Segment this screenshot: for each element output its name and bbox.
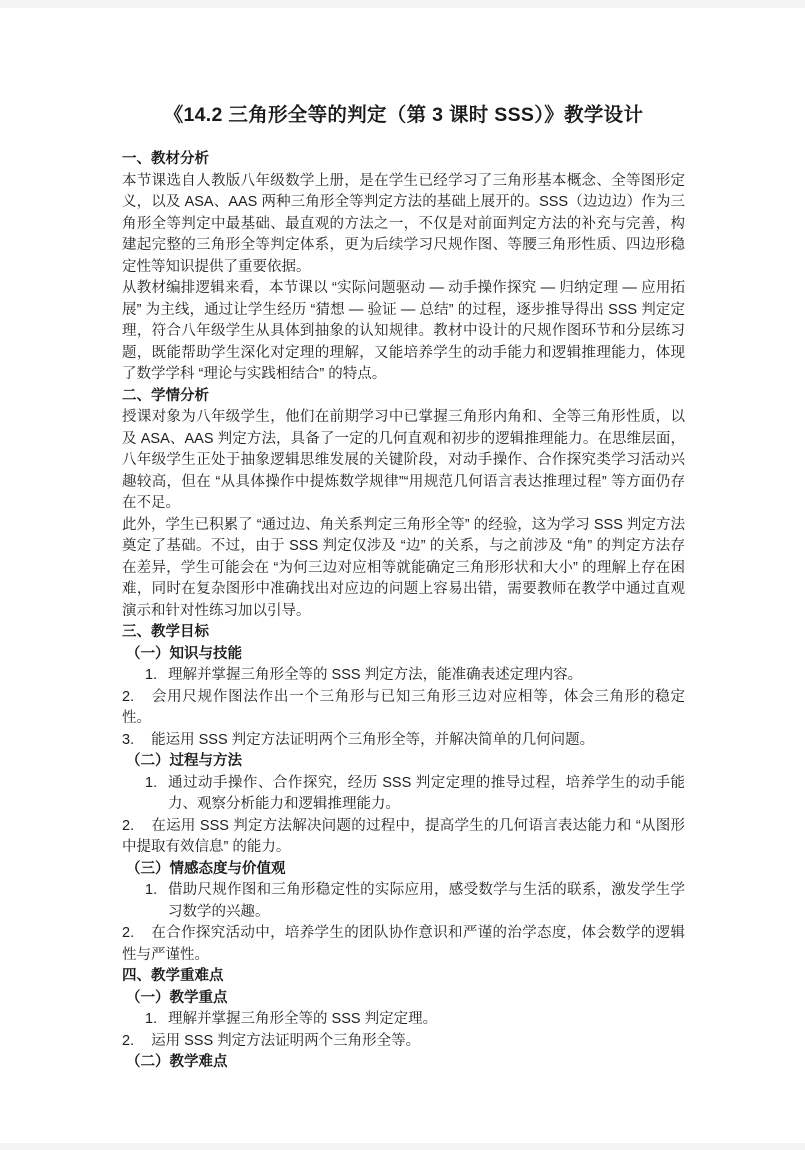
section-heading-material-analysis: 一、教材分析 xyxy=(122,151,209,167)
list-item-number: 2. xyxy=(122,688,135,705)
document-page xyxy=(0,8,805,1143)
section-heading-teaching-goals: 三、教学目标 xyxy=(122,624,209,640)
subsection-heading-emotion-values: （三）情感态度与价值观 xyxy=(126,860,286,877)
paragraph: 此外，学生已积累了 “通过边、角关系判定三角形全等” 的经验，这为学习 SSS 判定方法奠定了基础。不过，由于 SSS 判定仅涉及 “边” 的关系，与之前涉及 “角” 的判定方法存在差异，学生可能会在 “为何三边对应相等就能确定三角形形状和大小” 的理解上存在困难，同时在复杂图形中准确找出对应边的问题上容易出错，需要教师在教学中通过直观演示和针对性练习加以引导。 xyxy=(122,516,685,619)
list-item-text: 能运用 SSS 判定方法证明两个三角形全等，并解决简单的几何问题。 xyxy=(151,731,595,748)
list-item xyxy=(145,880,685,923)
list-item-text: 在运用 SSS 判定方法解决问题的过程中，提高学生的几何语言表达能力和 “从图形中提取有效信息” 的能力。 xyxy=(122,817,685,855)
subsection-heading-knowledge-skills: （一）知识与技能 xyxy=(126,645,242,662)
document-body xyxy=(122,102,685,1074)
list-item-text: 通过动手操作、合作探究，经历 SSS 判定定理的推导过程，培养学生的动手能力、观察分析能力和逻辑推理能力。 xyxy=(168,774,685,812)
list-item-number: 1. xyxy=(145,1011,158,1027)
list-item-text: 理解并掌握三角形全等的 SSS 判定方法，能准确表述定理内容。 xyxy=(168,667,583,683)
paragraph: 本节课选自人教版八年级数学上册，是在学生已经学习了三角形基本概念、全等图形定义，以及 ASA、AAS 两种三角形全等判定方法的基础上展开的。SSS（边边边）作为三角形全等判定中最基础、最直观的方法之一，不仅是对前面判定方法的补充与完善，构建起完整的三角形全等判定体系，更为后续学习尺规作图、等腰三角形性质、四边形稳定性等知识提供了重要依据。 xyxy=(122,172,685,275)
list-item-text: 借助尺规作图和三角形稳定性的实际应用，感受数学与生活的联系，激发学生学习数学的兴趣。 xyxy=(168,882,685,920)
list-item-number: 2. xyxy=(122,1032,135,1049)
paragraph: 从教材编排逻辑来看，本节课以 “实际问题驱动 — 动手操作探究 — 归纳定理 — 应用拓展” 为主线，通过让学生经历 “猜想 — 验证 — 总结” 的过程，逐步推导得出 SSS 判定定理，符合八年级学生从具体到抽象的认知规律。教材中设计的尺规作图环节和分层练习题，既能帮助学生深化对定理的理解，又能培养学生的动手能力和逻辑推理能力，体现了数学学科 “理论与实践相结合” 的特点。 xyxy=(122,280,685,382)
list-item-text: 在合作探究活动中，培养学生的团队协作意识和严谨的治学态度，体会数学的逻辑性与严谨性。 xyxy=(122,925,685,963)
subsection-heading-difficult-points: （二）教学难点 xyxy=(126,1054,228,1070)
list-item-text: 会用尺规作图法作出一个三角形与已知三角形三边对应相等，体会三角形的稳定性。 xyxy=(122,688,685,726)
list-item xyxy=(145,1009,685,1031)
list-item xyxy=(122,816,685,859)
page-title: 《14.2 三角形全等的判定（第 3 课时 SSS）》教学设计 xyxy=(163,104,644,126)
list-item xyxy=(145,665,685,687)
list-item xyxy=(145,773,685,816)
list-item xyxy=(122,1031,685,1053)
list-item-number: 2. xyxy=(122,817,135,834)
list-item xyxy=(122,730,685,752)
paragraph: 授课对象为八年级学生，他们在前期学习中已掌握三角形内角和、全等三角形性质，以及 ASA、AAS 判定方法，具备了一定的几何直观和初步的逻辑推理能力。在思维层面，八年级学生正处于抽象逻辑思维发展的关键阶段，对动手操作、合作探究类学习活动兴趣较高，但在 “从具体操作中提炼数学规律”“用规范几何语言表达推理过程” 等方面仍存在不足。 xyxy=(122,409,685,511)
list-item xyxy=(122,687,685,730)
list-item-number: 3. xyxy=(122,731,135,748)
subsection-heading-key-points: （一）教学重点 xyxy=(126,989,228,1006)
list-item-text: 理解并掌握三角形全等的 SSS 判定定理。 xyxy=(168,1011,438,1027)
list-item-number: 1. xyxy=(145,882,158,898)
list-item-number: 2. xyxy=(122,925,135,941)
list-item-number: 1. xyxy=(145,774,158,791)
list-item-number: 1. xyxy=(145,667,158,683)
list-item xyxy=(122,923,685,966)
list-item-text: 运用 SSS 判定方法证明两个三角形全等。 xyxy=(151,1032,421,1049)
section-heading-key-difficult-points: 四、教学重难点 xyxy=(122,968,224,984)
subsection-heading-process-methods: （二）过程与方法 xyxy=(126,753,242,769)
section-heading-learner-analysis: 二、学情分析 xyxy=(122,387,209,404)
